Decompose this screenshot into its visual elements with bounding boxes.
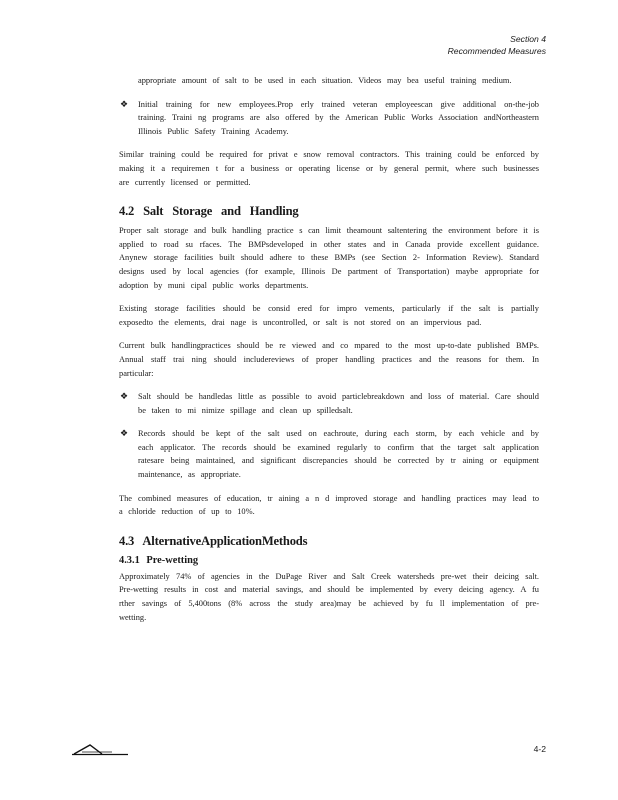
bullet-text: Records should be kept of the salt used on eachroute, during each storm, by each vehicle and by each applicator. The records should be examined regularly to confirm that the target salt application ratesare being maintained, and significant discrepancies should be corrected by tr aining or equipment maintenance, as appropriate.	[138, 429, 539, 480]
page-number: 4-2	[533, 744, 546, 754]
paragraph: Existing storage facilities should be consid ered for impro vements, particularly if the salt is partially exposedto the elements, drai nage is uncontrolled, or salt is not stored on an impervious pad.	[119, 304, 539, 327]
section-heading: 4.2 Salt Storage and Handling	[119, 204, 299, 219]
page-content	[119, 74, 539, 624]
bullet-item	[119, 98, 539, 139]
running-header	[448, 33, 546, 57]
paragraph: Proper salt storage and bulk handling practice s can limit theamount saltentering the environment before it is applied to road su rfaces. The BMPsdeveloped in other states and in Canada provide excellent guidance. Anynew storage facilities built should adhere to these BMPs (see Section 2- Information Review). Standard designs used by local agencies (for example, Illinois De partment of Transportation) maybe appropriate for adoption by muni cipal public works departments.	[119, 226, 539, 290]
bullet-icon: ❖	[120, 98, 129, 109]
paragraph: Approximately 74% of agencies in the DuPage River and Salt Creek watersheds pre-wet their deicing salt. Pre-wetting results in cost and material savings, and should be implemented by every deicing agency. A fu rther savings of 5,400tons (8% across the study area)may be achieved by fu ll implementation of pre-wetting.	[119, 571, 539, 622]
paragraph: The combined measures of education, tr aining a n d improved storage and handling practices may lead to a chloride reduction of up to 10%.	[119, 493, 539, 517]
header-title: Recommended Measures	[447, 46, 546, 56]
bullet-text: Initial training for new employees.Prop erly trained veteran employeescan give additional on-the-job training. Traini ng programs are also offered by the American Public Works Association andNortheastern Illinois Public Safety Training Academy.	[138, 99, 539, 136]
bullet-text: Salt should be handledas little as possible to avoid particlebreakdown and loss of material. Care should be taken to mi nimize spillage and clean up spilledsalt.	[138, 392, 539, 415]
bullet-item	[119, 427, 539, 481]
bullet-icon: ❖	[120, 391, 129, 402]
company-logo-icon	[72, 742, 128, 756]
subsection-heading: 4.3.1 Pre-wetting	[119, 554, 199, 566]
bullet-icon: ❖	[120, 428, 129, 439]
continued-bullet-text: appropriate amount of salt to be used in each situation. Videos may bea useful training medium.	[138, 76, 512, 85]
bullet-item	[119, 390, 539, 417]
header-section: Section 4	[510, 34, 546, 44]
paragraph: Current bulk handlingpractices should be re viewed and co mpared to the most up-to-date published BMPs. Annual staff trai ning should includereviews of proper handling practices and the reasons for them. In particular:	[119, 341, 539, 378]
paragraph: Similar training could be required for privat e snow removal contractors. This training could be enforced by making it a requiremen t for a business or operating license or by general permit, where such businesses are currently licensed or permitted.	[119, 150, 539, 187]
section-heading: 4.3 AlternativeApplicationMethods	[119, 533, 308, 548]
